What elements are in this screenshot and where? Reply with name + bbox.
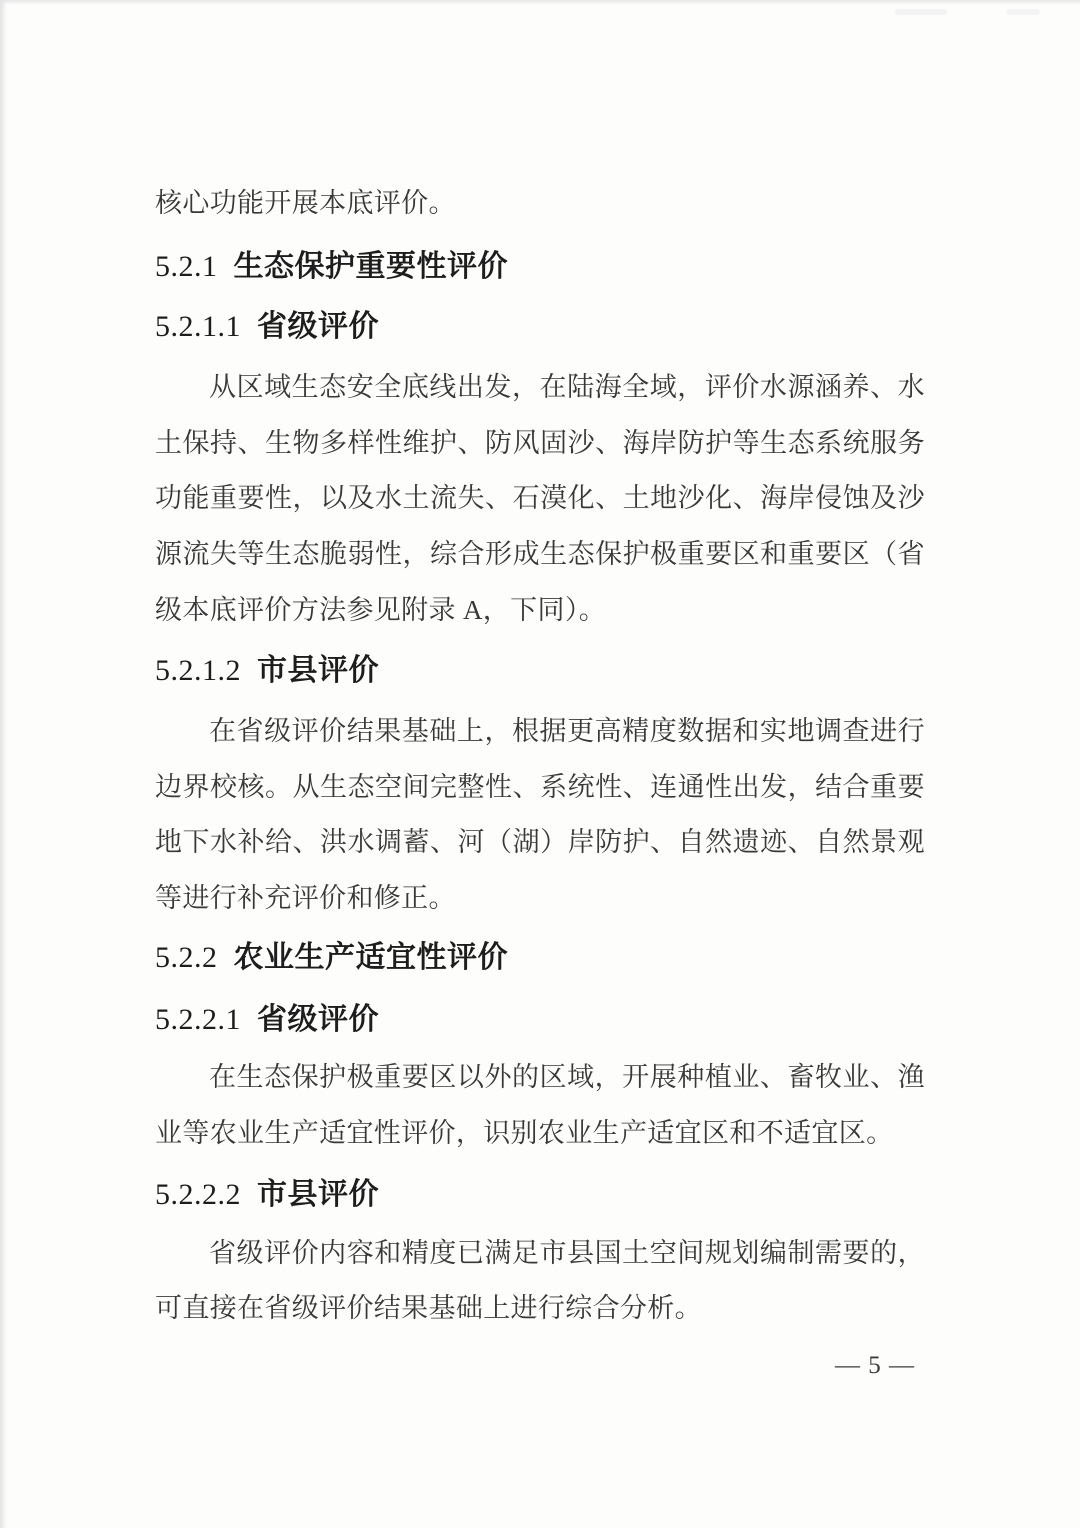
paragraph-county-eco: 在省级评价结果基础上，根据更高精度数据和实地调查进行边界校核。从生态空间完整性、系统性、连通性出发，结合重要地下水补给、洪水调蓄、河（湖）岸防护、自然遗迹、自然景观等进行补充评价和修正。 xyxy=(155,715,925,914)
heading-title: 生态保护重要性评价 xyxy=(233,249,508,283)
paragraph-provincial-eco: 从区域生态安全底线出发，在陆海全域，评价水源涵养、水土保持、生物多样性维护、防风固沙、海岸防护等生态系统服务功能重要性，以及水土流失、石漠化、土地沙化、海岸侵蚀及沙源流失等生态脆弱性，综合形成生态保护极重要区和重要区（省级本底评价方法参见附录 A，下同）。 xyxy=(155,371,925,625)
heading-number: 5.2.1 xyxy=(155,249,218,283)
scan-edge-left xyxy=(0,0,7,1528)
heading-number: 5.2.2.2 xyxy=(155,1177,241,1211)
body-text-continuation: 核心功能开展本底评价。 xyxy=(155,188,456,218)
heading-title: 市县评价 xyxy=(257,1177,379,1211)
heading-5-2-2-1 xyxy=(155,990,925,1050)
heading-number: 5.2.1.1 xyxy=(155,309,241,343)
paragraph-county-agri: 省级评价内容和精度已满足市县国土空间规划编制需要的，可直接在省级评价结果基础上进行综合分析。 xyxy=(155,1237,925,1324)
heading-5-2-1 xyxy=(155,237,925,297)
scan-artifact xyxy=(1006,9,1040,15)
heading-title: 市县评价 xyxy=(257,653,379,687)
heading-number: 5.2.2 xyxy=(155,940,218,974)
paragraph-provincial-agri: 在生态保护极重要区以外的区域，开展种植业、畜牧业、渔业等农业生产适宜性评价，识别农业生产适宜区和不适宜区。 xyxy=(155,1061,925,1148)
heading-5-2-2 xyxy=(155,928,925,988)
page-number: — 5 — xyxy=(835,1352,915,1380)
heading-number: 5.2.1.2 xyxy=(155,653,241,687)
heading-number: 5.2.2.1 xyxy=(155,1002,241,1036)
heading-5-2-2-2 xyxy=(155,1165,925,1225)
heading-5-2-1-2 xyxy=(155,641,925,701)
heading-title: 省级评价 xyxy=(257,309,379,343)
page-content xyxy=(155,0,925,1386)
heading-5-2-1-1 xyxy=(155,297,925,357)
heading-title: 农业生产适宜性评价 xyxy=(233,940,508,974)
heading-title: 省级评价 xyxy=(257,1002,379,1036)
